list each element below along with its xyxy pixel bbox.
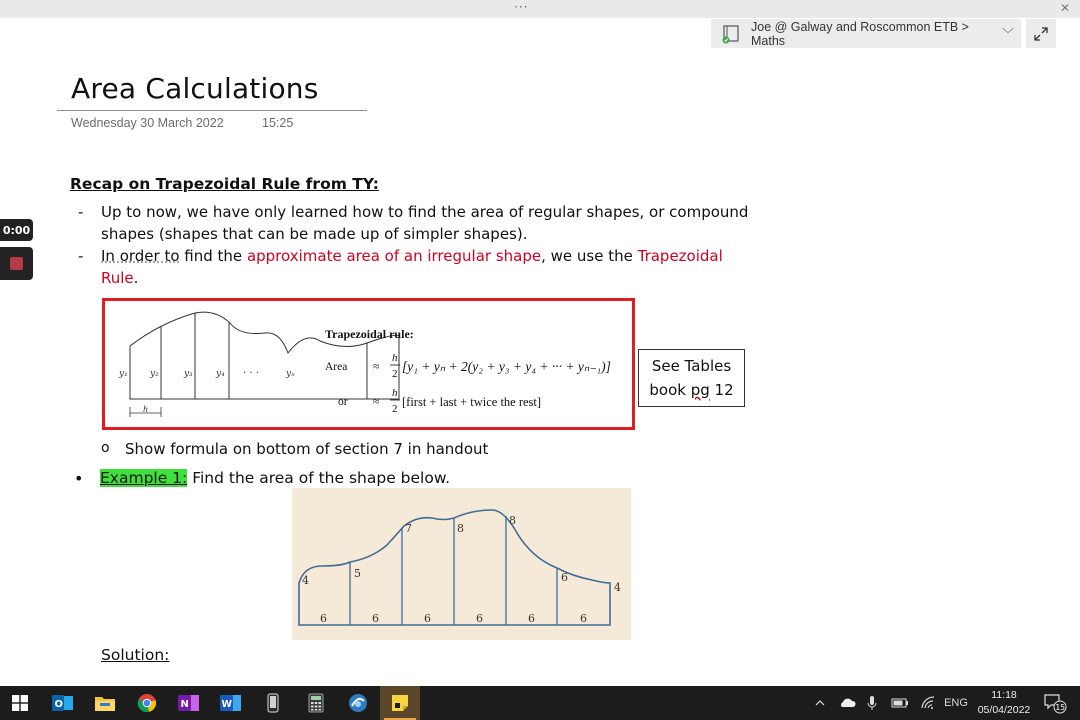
taskbar xyxy=(0,686,1080,720)
clock[interactable] xyxy=(972,688,1036,718)
page-title[interactable]: Area Calculations xyxy=(71,72,319,105)
windows-logo-icon xyxy=(12,695,28,711)
h-label: h xyxy=(143,405,149,414)
height-label-2: 5 xyxy=(354,567,361,580)
trapezoidal-diagram xyxy=(105,301,632,427)
notification-icon xyxy=(1042,692,1068,714)
y1-label: y₁ xyxy=(119,369,128,379)
bullet-1-line-2[interactable]: shapes (shapes that can be made up of simpler shapes). xyxy=(101,225,528,243)
outlook-button[interactable] xyxy=(43,686,83,720)
tables-reference-note[interactable] xyxy=(638,349,745,407)
microphone-button[interactable] xyxy=(862,686,882,720)
tables-note-line-1: See Tables xyxy=(651,357,732,375)
fraction-h-2: h xyxy=(392,387,398,399)
wifi-button[interactable] xyxy=(916,686,940,720)
stop-recording-button[interactable] xyxy=(0,247,33,280)
expand-icon xyxy=(1034,27,1048,41)
yn-label: yₙ xyxy=(286,369,295,379)
window-title-bar[interactable] xyxy=(0,0,1080,18)
microphone-icon xyxy=(867,695,877,711)
chevron-down-icon[interactable]: ﹀ xyxy=(1001,27,1014,41)
folder-icon xyxy=(94,694,116,712)
clock-time: 11:18 xyxy=(991,689,1017,701)
chrome-icon xyxy=(137,693,157,713)
trapezoidal-rule-image[interactable] xyxy=(102,298,635,430)
width-label-4: 6 xyxy=(476,612,483,625)
height-label-4: 8 xyxy=(457,522,464,535)
show-hidden-icons-button[interactable] xyxy=(810,686,830,720)
bullet-2-line-2[interactable] xyxy=(101,269,138,287)
stop-icon xyxy=(10,257,23,270)
example-shape-image[interactable] xyxy=(292,488,631,640)
pinned-app-button[interactable] xyxy=(338,686,378,720)
clock-date: 05/04/2022 xyxy=(977,704,1031,716)
height-label-5: 8 xyxy=(509,514,516,527)
page-date: Wednesday 30 March 2022 xyxy=(71,116,224,130)
bullet-2-line-1[interactable] xyxy=(101,247,723,265)
area-expression: [y₁ + yₙ + 2(y₂ + y₃ + y₄ + ··· + yₙ₋₁)] xyxy=(402,359,611,374)
bullet-1-line-1[interactable]: Up to now, we have only learned how to find the area of regular shapes, or compound xyxy=(101,203,749,221)
wifi-icon xyxy=(920,696,936,710)
width-label-5: 6 xyxy=(528,612,535,625)
battery-icon xyxy=(891,698,909,708)
area-label: Area xyxy=(325,361,348,373)
height-label-1: 4 xyxy=(302,574,309,587)
phone-link-button[interactable] xyxy=(253,686,293,720)
irregular-shape-diagram xyxy=(292,488,631,640)
y2-label: y₂ xyxy=(150,369,159,379)
onedrive-button[interactable] xyxy=(835,686,859,720)
or-label: or xyxy=(338,396,348,408)
sticky-notes-icon xyxy=(391,694,409,712)
word-icon xyxy=(220,693,242,713)
bullet-2-red-2a: Trapezoidal xyxy=(637,247,723,265)
dot-bullet: • xyxy=(74,469,84,488)
tables-note-line-2 xyxy=(639,378,744,402)
notification-center-button[interactable] xyxy=(1040,686,1070,720)
words-expression: [first + last + twice the rest] xyxy=(402,395,542,409)
battery-button[interactable] xyxy=(888,686,912,720)
formula-title: Trapezoidal rule: xyxy=(325,327,414,341)
onenote-icon xyxy=(178,693,200,713)
fraction-2-b: 2 xyxy=(392,403,398,415)
y3-label: y₃ xyxy=(184,369,193,379)
chrome-button[interactable] xyxy=(127,686,167,720)
notebook-icon xyxy=(721,24,741,44)
svg-text:N: N xyxy=(180,699,189,710)
tables-note-page: 12 xyxy=(709,381,734,399)
recording-timer: 0:00 xyxy=(0,219,33,241)
window-menu-dots[interactable]: ··· xyxy=(514,0,529,14)
fullscreen-button[interactable] xyxy=(1026,19,1056,48)
example-label: Example 1: xyxy=(100,469,188,487)
onenote-button[interactable] xyxy=(169,686,209,720)
approx-sign-2: ≈ xyxy=(373,396,380,408)
width-label-1: 6 xyxy=(320,612,327,625)
bullet-2-text-a: In order to xyxy=(101,247,180,265)
close-button[interactable]: ✕ xyxy=(1059,1,1070,15)
svg-text:O: O xyxy=(54,699,64,710)
cloud-icon xyxy=(838,698,856,708)
height-label-3: 7 xyxy=(405,522,412,535)
page-time: 15:25 xyxy=(262,116,294,130)
height-label-7: 4 xyxy=(614,581,621,594)
ellipsis-label: · · · xyxy=(243,368,259,379)
bullet-2-red-1: approximate area of an irregular shape xyxy=(246,247,542,265)
notebook-selector[interactable] xyxy=(711,19,1021,48)
file-explorer-button[interactable] xyxy=(85,686,125,720)
example-line[interactable] xyxy=(100,469,450,487)
y4-label: y₄ xyxy=(216,369,225,379)
section-heading[interactable]: Recap on Trapezoidal Rule from TY: xyxy=(70,175,379,193)
bullet-2-end: . xyxy=(133,269,139,287)
language-indicator[interactable]: ENG xyxy=(944,697,968,709)
sub-bullet-text[interactable]: Show formula on bottom of section 7 in handout xyxy=(125,440,489,458)
sticky-notes-button[interactable] xyxy=(380,686,420,720)
start-button[interactable] xyxy=(0,686,40,720)
phone-icon xyxy=(266,693,280,713)
dash-bullet-1: - xyxy=(78,203,84,221)
calculator-button[interactable] xyxy=(296,686,336,720)
approx-sign: ≈ xyxy=(373,361,380,373)
width-label-2: 6 xyxy=(372,612,379,625)
word-button[interactable] xyxy=(211,686,251,720)
tables-note-pg: pg xyxy=(690,381,710,399)
app-icon xyxy=(348,693,368,713)
notification-count: 15 xyxy=(1055,703,1066,712)
circle-bullet: o xyxy=(101,440,110,456)
example-text: Find the area of the shape below. xyxy=(187,469,451,487)
height-label-6: 6 xyxy=(561,571,568,584)
tables-note-book: book xyxy=(649,381,691,399)
bullet-2-red-2b: Rule xyxy=(101,269,134,287)
fraction-h: h xyxy=(392,352,398,364)
bullet-2-text-b: find the xyxy=(179,247,247,265)
solution-heading[interactable]: Solution: xyxy=(101,646,170,664)
title-divider xyxy=(57,110,367,111)
dash-bullet-2: - xyxy=(78,247,84,265)
notebook-label: Joe @ Galway and Roscommon ETB > Maths xyxy=(751,19,969,48)
calculator-icon xyxy=(308,693,324,713)
width-label-6: 6 xyxy=(580,612,587,625)
outlook-icon xyxy=(52,693,74,713)
fraction-2: 2 xyxy=(392,368,398,380)
svg-text:W: W xyxy=(221,699,232,710)
bullet-2-text-c: , we use the xyxy=(541,247,638,265)
width-label-3: 6 xyxy=(424,612,431,625)
chevron-up-icon xyxy=(815,700,825,706)
